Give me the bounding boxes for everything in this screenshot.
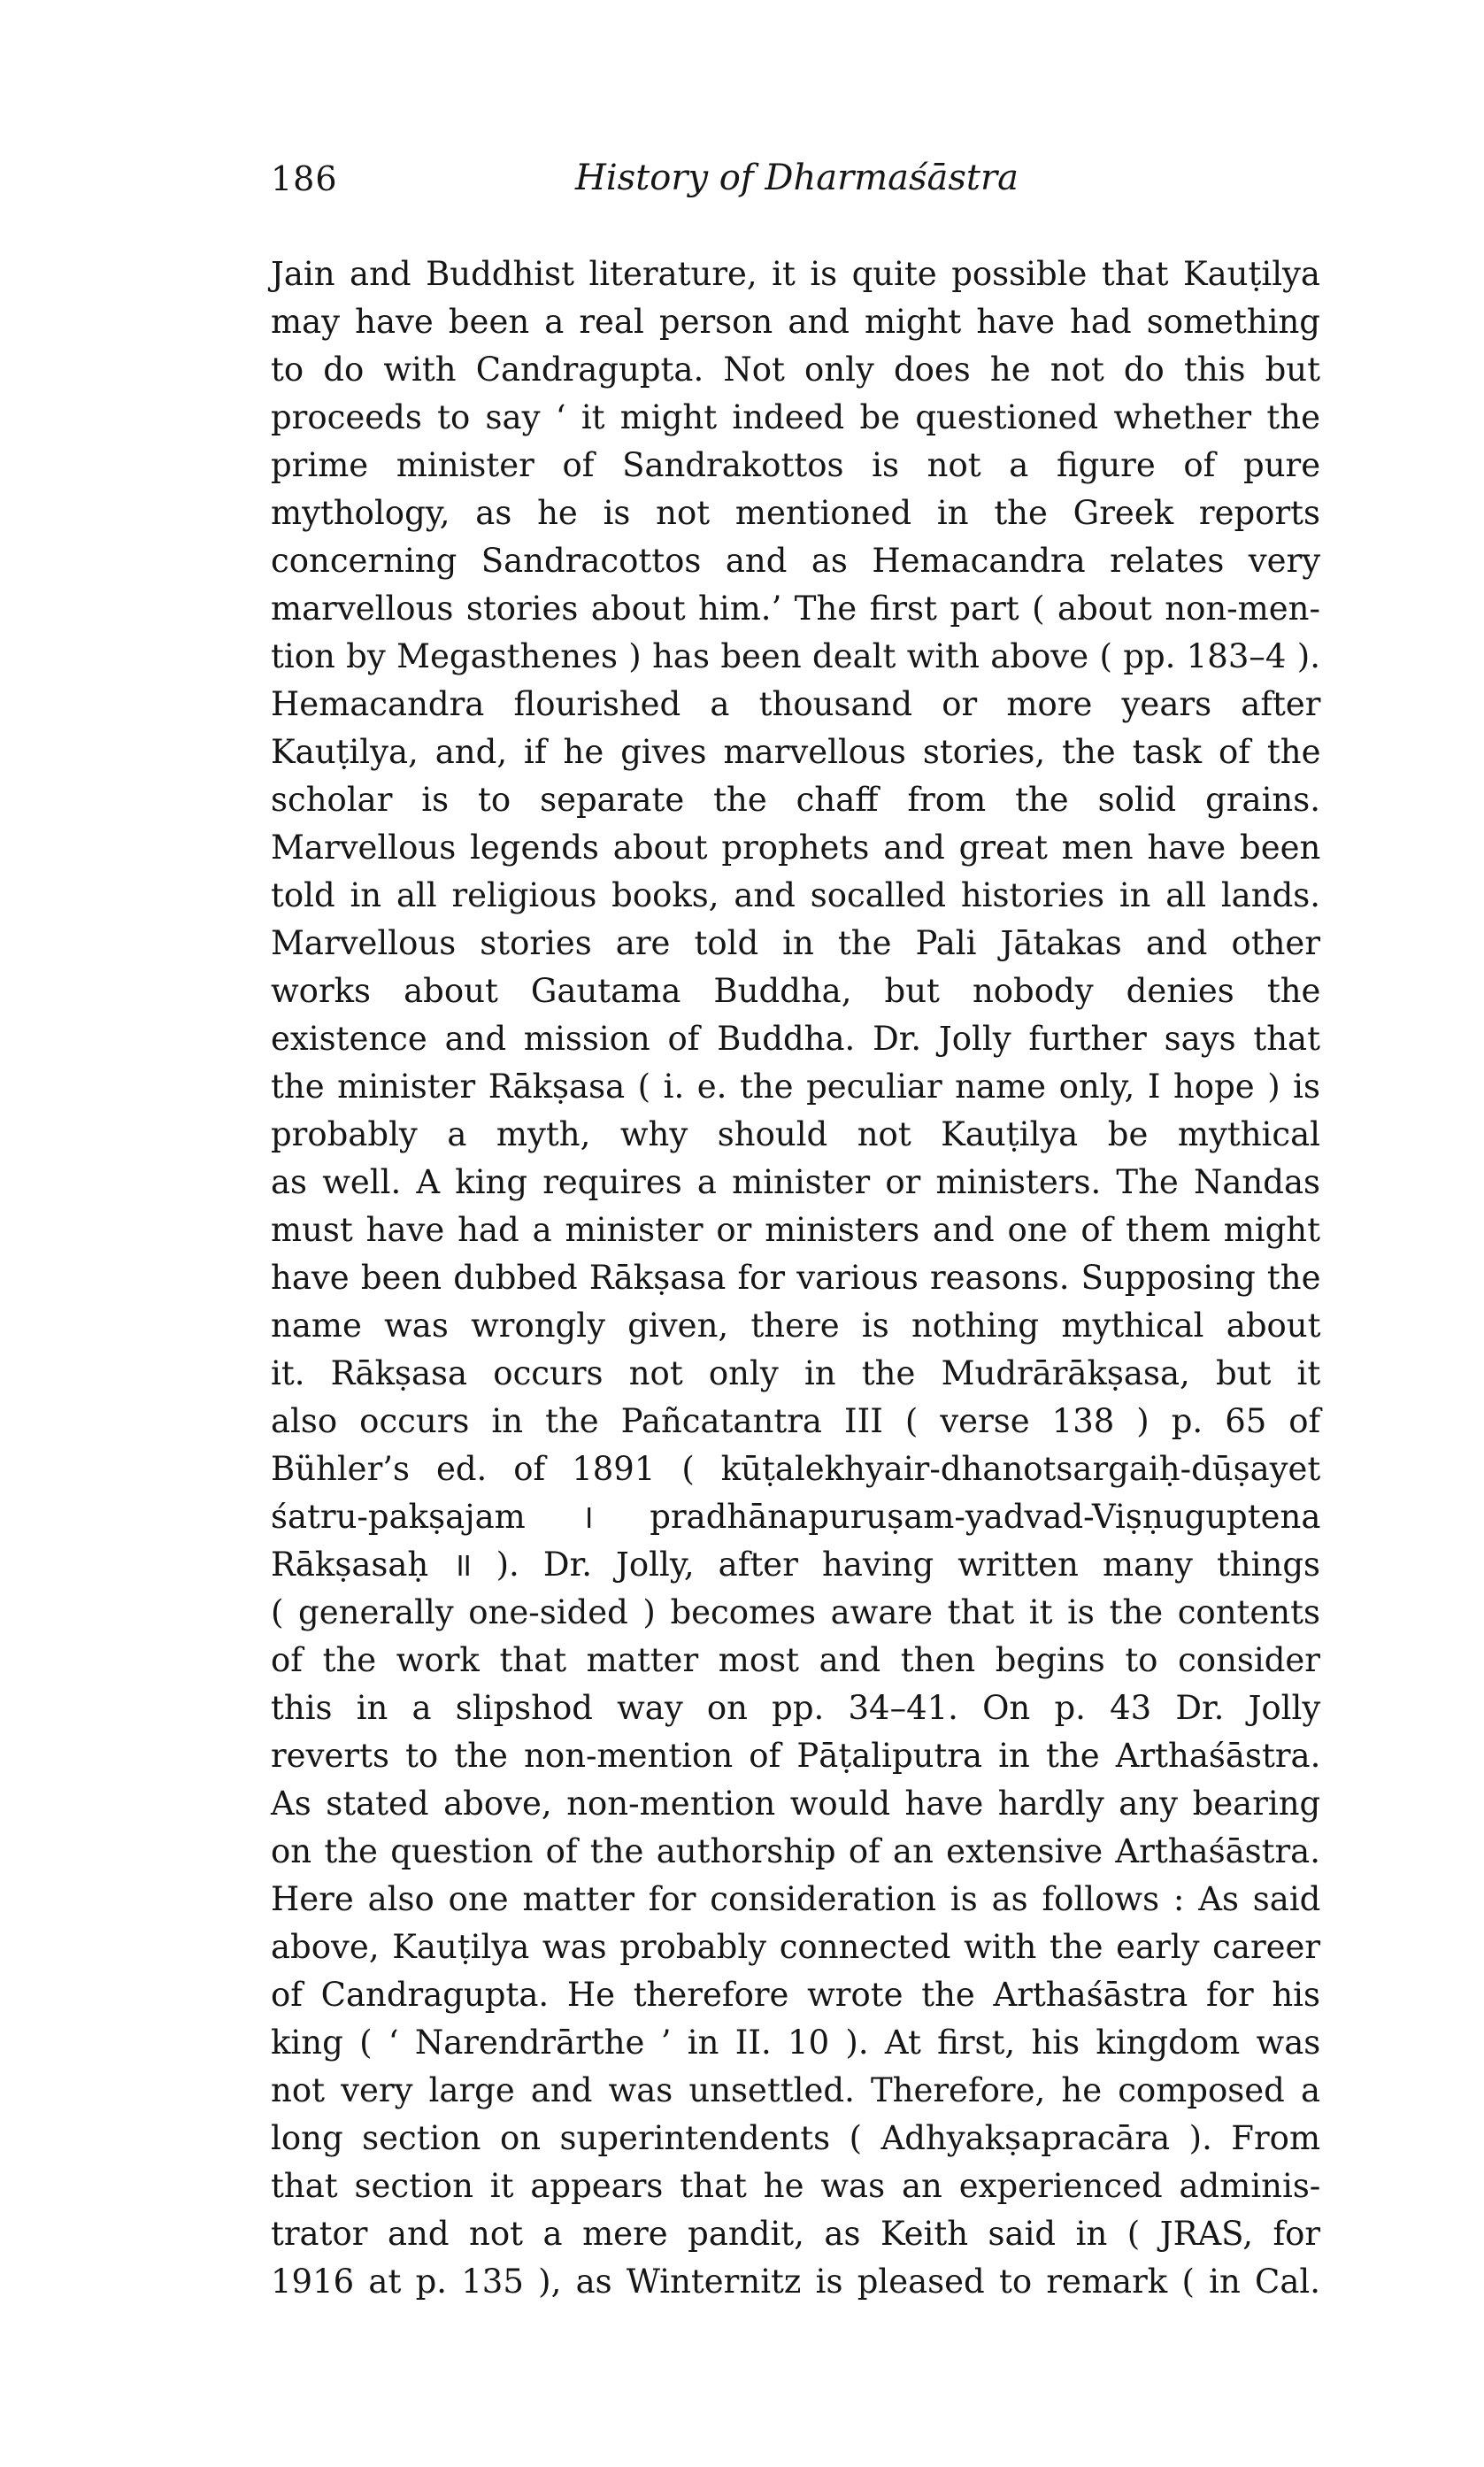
text-line: on the question of the authorship of an extensive Arthaśāstra.: [271, 1832, 1320, 1870]
text-line: proceeds to say ‘ it might indeed be questioned whether the: [271, 398, 1320, 436]
text-line: probably a myth, why should not Kauṭilya be mythical: [271, 1115, 1320, 1153]
text-line: As stated above, non-mention would have hardly any bearing: [271, 1785, 1321, 1823]
text-line: scholar is to separate the chaff from the solid grains.: [271, 781, 1320, 819]
text-line: of Candragupta. He therefore wrote the Arthaśāstra for his: [271, 1976, 1320, 2014]
text-line: also occurs in the Pañcatantra III ( verse 138 ) p. 65 of: [271, 1402, 1321, 1440]
text-line: works about Gautama Buddha, but nobody denies the: [271, 972, 1321, 1010]
text-line: Kauṭilya, and, if he gives marvellous stories, the task of the: [271, 733, 1321, 771]
text-line: marvellous stories about him.’ The first part ( about non-men-: [271, 590, 1320, 628]
text-line: the minister Rākṣasa ( i. e. the peculiar name only, I hope ) is: [271, 1068, 1320, 1106]
text-line: reverts to the non-mention of Pāṭaliputra in the Arthaśāstra.: [271, 1737, 1321, 1775]
text-line: Marvellous stories are told in the Pali Jātakas and other: [271, 924, 1320, 962]
text-line: ( generally one-sided ) becomes aware that it is the contents: [271, 1593, 1320, 1631]
text-line: Bühler’s ed. of 1891 ( kūṭalekhyair-dhanotsargaiḥ-dūṣayet: [271, 1450, 1321, 1488]
text-line: this in a slipshod way on pp. 34–41. On p. 43 Dr. Jolly: [271, 1689, 1321, 1727]
text-line: Hemacandra flourished a thousand or more years after: [271, 685, 1321, 723]
text-line: concerning Sandracottos and as Hemacandra relates very: [271, 542, 1321, 580]
text-line: have been dubbed Rākṣasa for various reasons. Supposing the: [271, 1259, 1321, 1297]
text-line: name was wrongly given, there is nothing mythical about: [271, 1307, 1321, 1345]
text-line: tion by Megasthenes ) has been dealt with above ( pp. 183–4 ).: [271, 637, 1320, 675]
text-line: Marvellous legends about prophets and great men have been: [271, 829, 1321, 867]
text-line: king ( ‘ Narendrārthe ’ in II. 10 ). At first, his kingdom was: [271, 2024, 1321, 2062]
text-line: may have been a real person and might have had something: [271, 303, 1320, 341]
text-line: śatru-pakṣajam । pradhānapuruṣam-yadvad-Viṣṇuguptena: [271, 1498, 1321, 1536]
text-line: that section it appears that he was an experienced adminis-: [271, 2167, 1321, 2205]
text-line: long section on superintendents ( Adhyakṣapracāra ). From: [271, 2119, 1321, 2157]
text-line: trator and not a mere pandit, as Keith said in ( JRAS, for: [271, 2215, 1321, 2253]
text-line: Here also one matter for consideration is as follows : As said: [271, 1880, 1321, 1918]
text-line: told in all religious books, and socalled histories in all lands.: [271, 876, 1320, 914]
text-line: not very large and was unsettled. Therefore, he composed a: [271, 2071, 1320, 2109]
text-line: it. Rākṣasa occurs not only in the Mudrārākṣasa, but it: [271, 1354, 1321, 1392]
text-line: as well. A king requires a minister or ministers. The Nandas: [271, 1163, 1320, 1201]
text-line: prime minister of Sandrakottos is not a figure of pure: [271, 446, 1321, 484]
text-line: to do with Candragupta. Not only does he not do this but: [271, 351, 1320, 389]
text-line: existence and mission of Buddha. Dr. Jolly further says that: [271, 1020, 1320, 1058]
page-number: 186: [271, 159, 338, 198]
text-line: mythology, as he is not mentioned in the Greek reports: [271, 494, 1320, 532]
body-text: [271, 251, 1320, 2306]
text-line: of the work that matter most and then begins to consider: [271, 1641, 1320, 1679]
text-line: Jain and Buddhist literature, it is quite possible that Kauṭilya: [271, 255, 1320, 293]
text-line: above, Kauṭilya was probably connected with the early career: [271, 1928, 1321, 1966]
text-line: must have had a minister or ministers and one of them might: [271, 1211, 1320, 1249]
text-line: Rākṣasaḥ ॥ ). Dr. Jolly, after having written many things: [271, 1546, 1320, 1584]
running-title: History of Dharmaśāstra: [575, 158, 1019, 198]
text-line: 1916 at p. 135 ), as Winternitz is pleased to remark ( in Cal.: [271, 2263, 1320, 2301]
